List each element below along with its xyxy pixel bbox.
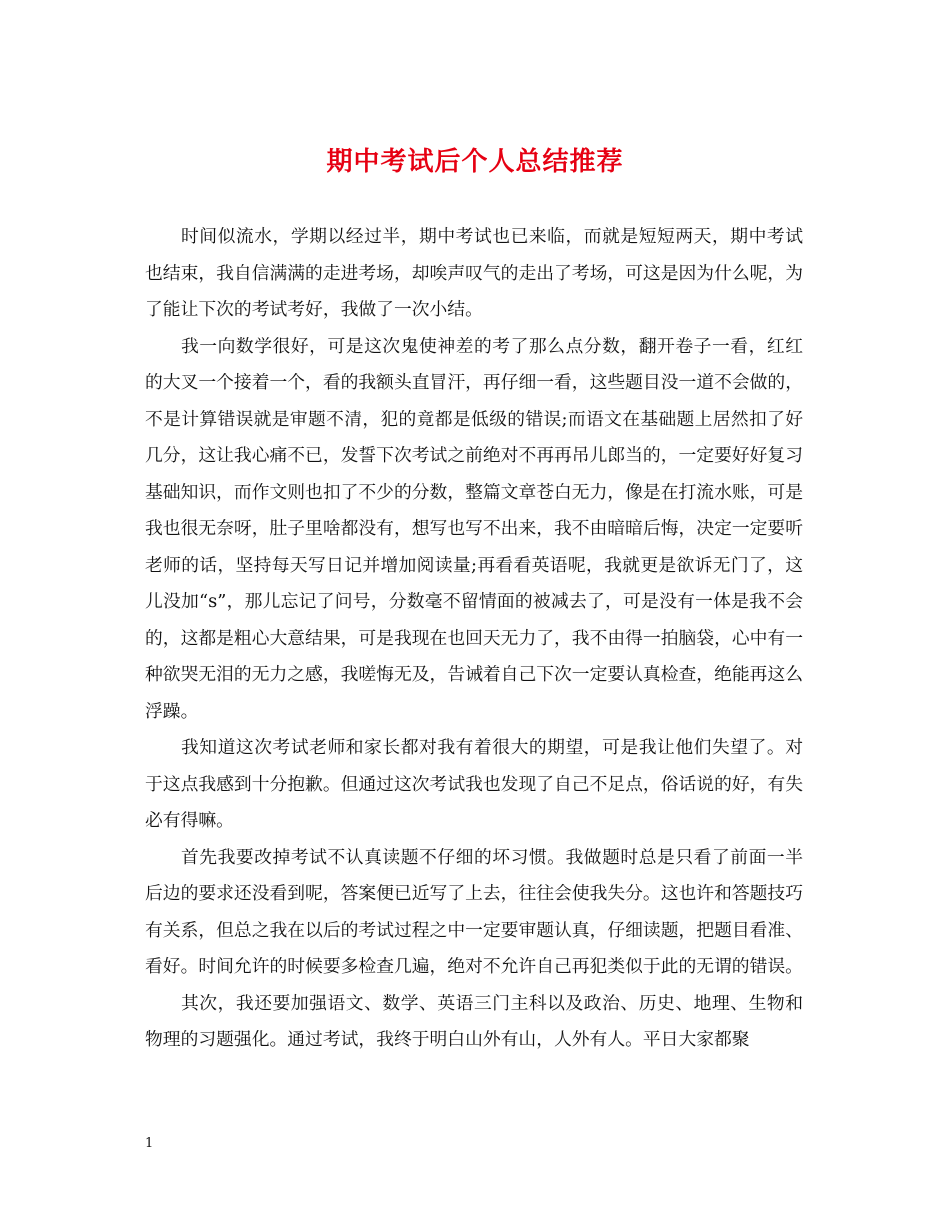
document-body <box>145 219 803 1059</box>
paragraph-5: 其次，我还要加强语文、数学、英语三门主科以及政治、历史、地理、生物和物理的习题强化。通过考试，我终于明白山外有山，人外有人。平日大家都聚 <box>145 992 803 1050</box>
paragraph-1: 时间似流水，学期以经过半，期中考试也已来临，而就是短短两天，期中考试也结束，我自信满满的走进考场，却唉声叹气的走出了考场，可这是因为什么呢，为了能让下次的考试考好，我做了一次小结。 <box>145 226 803 320</box>
paragraph-2: 我一向数学很好，可是这次鬼使神差的考了那么点分数，翻开卷子一看，红红的大叉一个接着一个，看的我额头直冒汗，再仔细一看，这些题目没一道不会做的，不是计算错误就是审题不清，犯的竟都是低级的错误;而语文在基础题上居然扣了好几分，这让我心痛不已，发誓下次考试之前绝对不再再吊儿郎当的，一定要好好复习基础知识，而作文则也扣了不少的分数，整篇文章苍白无力，像是在打流水账，可是我也很无奈呀，肚子里啥都没有，想写也写不出来，我不由暗暗后悔，决定一定要听老师的话，坚持每天写日记并增加阅读量;再看看英语呢，我就更是欲诉无门了，这儿没加“s”，那儿忘记了问号，分数毫不留情面的被减去了，可是没有一体是我不会的，这都是粗心大意结果，可是我现在也回天无力了，我不由得一拍脑袋，心中有一种欲哭无泪的无力之感，我嗟悔无及，告诫着自己下次一定要认真检查，绝能再这么浮躁。 <box>145 335 803 722</box>
paragraph-4: 首先我要改掉考试不认真读题不仔细的坏习惯。我做题时总是只看了前面一半后边的要求还没看到呢，答案便已近写了上去，往往会使我失分。这也许和答题技巧有关系，但总之我在以后的考试过程之中一定要审题认真，仔细读题，把题目看准、看好。时间允许的时候要多检查几遍，绝对不允许自己再犯类似于此的无谓的错误。 <box>145 846 803 977</box>
document-title: 期中考试后个人总结推荐 <box>326 147 624 177</box>
page-number: 1 <box>145 1136 154 1151</box>
paragraph-3: 我知道这次考试老师和家长都对我有着很大的期望，可是我让他们失望了。对于这点我感到十分抱歉。但通过这次考试我也发现了自己不足点，俗话说的好，有失必有得嘛。 <box>145 737 803 831</box>
